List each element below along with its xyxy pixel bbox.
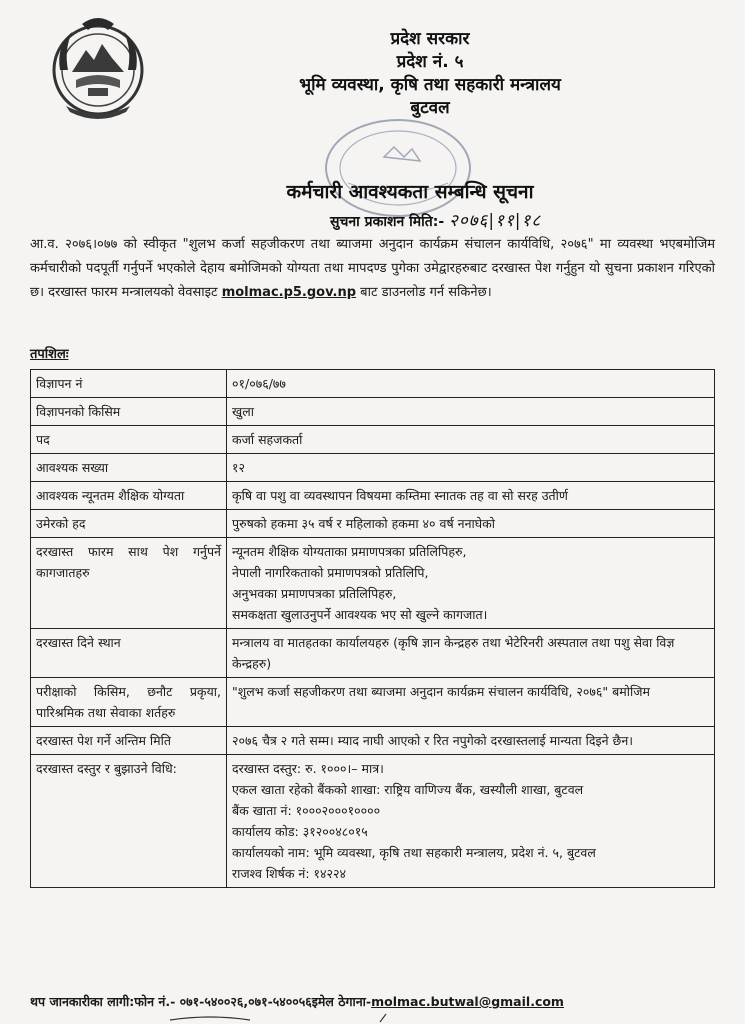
table-row bbox=[31, 510, 715, 538]
row-value bbox=[227, 454, 715, 482]
row-value-line: खुला bbox=[232, 404, 254, 419]
row-value-line: कर्जा सहजकर्ता bbox=[232, 432, 303, 447]
intro-text: आ.व. २०७६।०७७ को स्वीकृत "शुलभ कर्जा सहजीकरण तथा ब्याजमा अनुदान कार्यक्रम संचालन कार्यविधि, २०७६" मा व्यवस्था भएबमोजिम कर्मचारीको पदपूर्ती गर्नुपर्ने भएकोले देहाय बमोजिमको योग्यता तथा मापदण्ड पुगेका उमेद्वारहरुबाट दरखास्त पेश गर्नुहुन यो सुचना प्रकाशन गरिएको छ। दरखास्त फारम मन्त्रालयको वेवसाइट bbox=[30, 237, 715, 300]
row-value-line: राजश्व शिर्षक नं: १४२२४ bbox=[232, 866, 347, 881]
row-value bbox=[227, 678, 715, 727]
row-value-line: १२ bbox=[232, 460, 246, 475]
table-row bbox=[31, 538, 715, 629]
row-label: आवश्यक सख्या bbox=[31, 454, 227, 482]
row-value bbox=[227, 398, 715, 426]
row-value-line: दरखास्त दस्तुर: रु. १०००।– मात्र। bbox=[232, 761, 384, 776]
row-value-line: नेपाली नागरिकताको प्रमाणपत्रको प्रतिलिपि, bbox=[232, 565, 429, 580]
intro-text-after: बाट डाउनलोड गर्न सकिनेछ। bbox=[360, 285, 492, 300]
publication-date-value: २०७६|११|१८ bbox=[449, 211, 542, 231]
publication-date bbox=[330, 208, 541, 231]
contact-info bbox=[30, 993, 564, 1010]
row-value-line: २०७६ चैत्र २ गते सम्म। म्याद नाघी आएको र रित नपुगेको दरखास्तलाई मान्यता दिइने छैन। bbox=[232, 733, 633, 748]
header-province-government: प्रदेश सरकार bbox=[390, 29, 470, 49]
table-row bbox=[31, 370, 715, 398]
row-value-line: मन्त्रालय वा मातहतका कार्यालयहरु (कृषि ज्ञान केन्द्रहरु तथा भेटेरिनरी अस्पताल तथा पशु सेवा विज्ञ केन्द्रहरु) bbox=[232, 635, 675, 671]
header-city: बुटवल bbox=[410, 98, 450, 118]
ministry-header bbox=[150, 28, 710, 120]
row-value-line: एकल खाता रहेको बैंकको शाखा: राष्ट्रिय वाणिज्य बैंक, खस्यौली शाखा, बुटवल bbox=[232, 782, 584, 797]
publication-date-label: सुचना प्रकाशन मिति:- bbox=[330, 214, 445, 230]
header-province-number: प्रदेश नं. ५ bbox=[396, 52, 464, 72]
row-label: विज्ञापन नं bbox=[31, 370, 227, 398]
row-label: विज्ञापनको किसिम bbox=[31, 398, 227, 426]
row-value bbox=[227, 510, 715, 538]
row-value-line: समकक्षता खुलाउनुपर्ने आवश्यक भए सो खुल्ने कागजात। bbox=[232, 607, 488, 622]
vacancy-details-body bbox=[31, 370, 715, 888]
row-value-line: "शुलभ कर्जा सहजीकरण तथा ब्याजमा अनुदान कार्यक्रम संचालन कार्यविधि, २०७६" बमोजिम bbox=[232, 684, 650, 699]
row-value-line: बैंक खाता नं: १०००२०००१०००० bbox=[232, 803, 381, 818]
contact-text: थप जानकारीका लागी:फोन नं.- ०७१-५४००२६,०७१-५४००५६इमेल ठेगाना- bbox=[30, 994, 372, 1009]
table-row bbox=[31, 482, 715, 510]
row-label: दरखास्त फारम साथ पेश गर्नुपर्ने कागजातहरु bbox=[31, 538, 227, 629]
row-value-line: ०१/०७६/७७ bbox=[232, 376, 286, 391]
row-value bbox=[227, 370, 715, 398]
table-row bbox=[31, 755, 715, 888]
row-value bbox=[227, 727, 715, 755]
row-value bbox=[227, 482, 715, 510]
row-label: परीक्षाको किसिम, छनौट प्रकृया, पारिश्रमिक तथा सेवाका शर्तहरु bbox=[31, 678, 227, 727]
table-row bbox=[31, 727, 715, 755]
row-value bbox=[227, 755, 715, 888]
details-heading: तपशिलः bbox=[30, 347, 69, 362]
row-value-line: कार्यालयको नाम: भूमि व्यवस्था, कृषि तथा सहकारी मन्त्रालय, प्रदेश नं. ५, बुटवल bbox=[232, 845, 596, 860]
nepal-emblem-icon bbox=[42, 10, 154, 122]
header-ministry-name: भूमि व्यवस्था, कृषि तथा सहकारी मन्त्रालय bbox=[299, 75, 561, 95]
row-value-line: अनुभवका प्रमाणपत्रका प्रतिलिपिहरु, bbox=[232, 586, 397, 601]
row-label: पद bbox=[31, 426, 227, 454]
table-row bbox=[31, 454, 715, 482]
table-row bbox=[31, 398, 715, 426]
row-label: दरखास्त दस्तुर र बुझाउने विधि: bbox=[31, 755, 227, 888]
row-value-line: कृषि वा पशु वा व्यवस्थापन विषयमा कम्तिमा स्नातक तह वा सो सरह उतीर्ण bbox=[232, 488, 568, 503]
table-row bbox=[31, 629, 715, 678]
ministry-website-link[interactable]: molmac.p5.gov.np bbox=[221, 285, 357, 300]
row-label: दरखास्त पेश गर्ने अन्तिम मिति bbox=[31, 727, 227, 755]
row-label: उमेरको हद bbox=[31, 510, 227, 538]
notice-title: कर्मचारी आवश्यकता सम्बन्धि सूचना bbox=[286, 181, 534, 203]
row-value-line: न्यूनतम शैक्षिक योग्यताका प्रमाणपत्रका प्रतिलिपिहरु, bbox=[232, 544, 467, 559]
row-label: दरखास्त दिने स्थान bbox=[31, 629, 227, 678]
vacancy-details-table bbox=[30, 369, 715, 888]
signature-stroke-icon bbox=[150, 1012, 570, 1024]
ministry-seal-stamp-icon bbox=[318, 113, 478, 223]
contact-email-link[interactable]: molmac.butwal@gmail.com bbox=[371, 994, 564, 1009]
row-value-line: पुरुषको हकमा ३५ वर्ष र महिलाको हकमा ४० वर्ष ननाघेको bbox=[232, 516, 495, 531]
row-value bbox=[227, 426, 715, 454]
row-value bbox=[227, 538, 715, 629]
table-row bbox=[31, 426, 715, 454]
row-value bbox=[227, 629, 715, 678]
row-value-line: कार्यालय कोड: ३१२००४८०१५ bbox=[232, 824, 368, 839]
intro-paragraph bbox=[30, 233, 715, 305]
table-row bbox=[31, 678, 715, 727]
row-label: आवश्यक न्यूनतम शैक्षिक योग्यता bbox=[31, 482, 227, 510]
